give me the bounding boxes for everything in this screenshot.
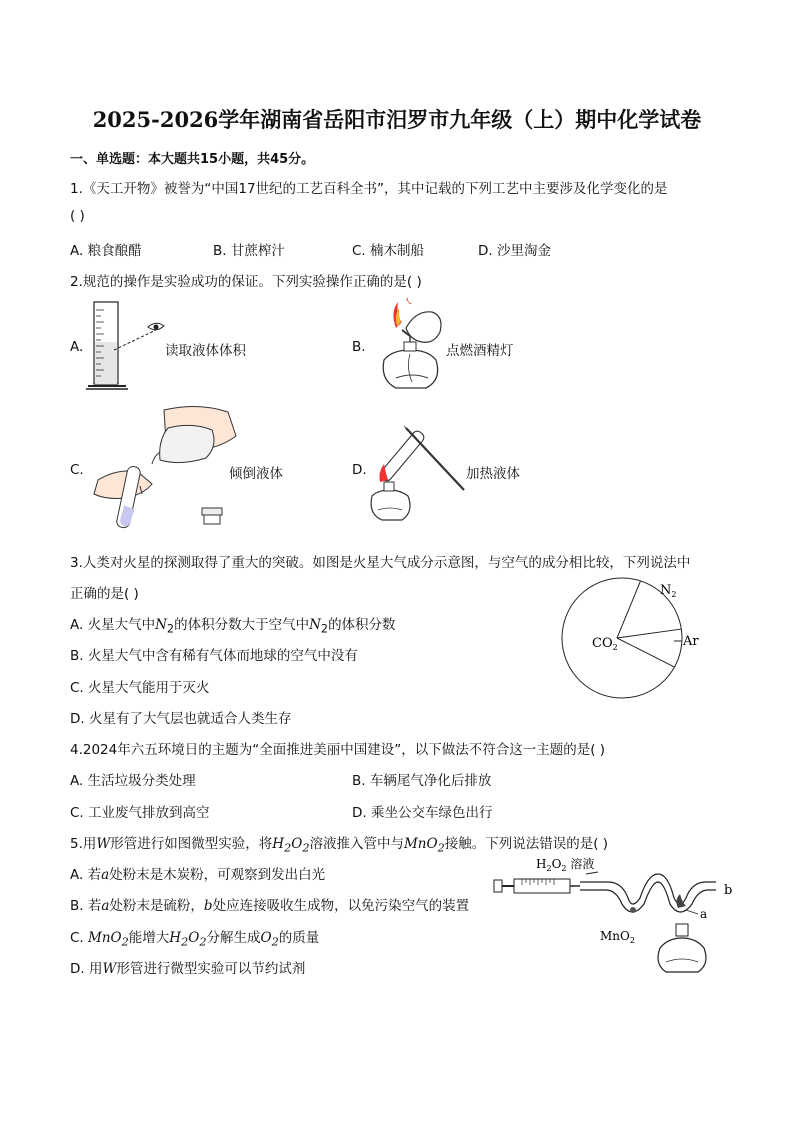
q1-option-b: B. 甘蔗榨汁	[213, 243, 285, 259]
h2o2-solution-label: $H_2O_2$ 溶液	[536, 857, 595, 873]
q2-option-c-label: 倾倒液体	[229, 466, 283, 482]
pie-slice-boundary-CO2	[617, 638, 674, 667]
q3-option-d: D. 火星有了大气层也就适合人类生存	[70, 711, 292, 727]
q5-option-d: D. 用W形管进行微型实验可以节约试剂	[70, 961, 306, 977]
graduated-cylinder-illustration	[86, 300, 166, 392]
q4-option-b: B. 车辆尾气净化后排放	[352, 773, 492, 789]
q2-option-a-label: 读取液体体积	[165, 343, 246, 359]
q3-option-b: B. 火星大气中含有稀有气体而地球的空气中没有	[70, 648, 358, 664]
n2-symbol: N	[309, 617, 321, 633]
q3-option-c: C. 火星大气能用于灭火	[70, 680, 210, 696]
q3-option-a-end: 的体积分数	[328, 617, 396, 633]
chart-label-n2: $N_2$	[660, 583, 677, 599]
q4-option-a: A. 生活垃圾分类处理	[70, 773, 196, 789]
n2-subscript: 2	[320, 622, 329, 636]
q3-option-a-text: A. 火星大气中	[70, 617, 156, 633]
q2-stem: 2.规范的操作是实验成功的保证。下列实验操作正确的是( )	[70, 274, 422, 290]
q5-option-a: A. 若a处粉末是木炭粉，可观察到发出白光	[70, 867, 326, 883]
q3-stem-line2: 正确的是( )	[70, 586, 139, 602]
w-tube-apparatus-illustration	[490, 852, 740, 976]
q5-stem-part: 接触。下列说法错误的是( )	[444, 836, 609, 852]
q5-option-b: B. 若a处粉末是硫粉，b处应连接吸收生成物，以免污染空气的装置	[70, 898, 470, 914]
h2o2-formula: $H_2O_2$	[272, 836, 310, 855]
w-symbol: W	[96, 836, 111, 852]
q1-option-c: C. 楠木制船	[352, 243, 425, 259]
q2-option-d-letter: D.	[352, 462, 367, 478]
mno2-formula: MnO$_2$	[403, 836, 445, 855]
pouring-liquid-illustration	[88, 402, 238, 532]
q2-option-b-label: 点燃酒精灯	[446, 343, 514, 359]
q5-stem-part: 形管进行如图微型实验，将	[110, 836, 273, 852]
q1-option-d: D. 沙里淘金	[478, 243, 551, 259]
q2-option-b-letter: B.	[352, 339, 366, 355]
n2-symbol: N	[155, 617, 167, 633]
q3-option-a-mid: 的体积分数大于空气中	[174, 617, 310, 633]
section-heading: 一、单选题：本大题共15小题，共45分。	[70, 152, 315, 167]
q4-option-d: D. 乘坐公交车绿色出行	[352, 805, 493, 821]
pie-slice-boundary-N2	[617, 581, 641, 638]
q5-stem-part: 5.用	[70, 836, 97, 852]
pie-slice-boundary-Ar	[617, 629, 681, 638]
q5-option-c: C. MnO$_2$能增大$H_2O_2$分解生成$O_2$的质量	[70, 930, 320, 949]
q3-option-a	[70, 613, 396, 636]
heating-liquid-illustration	[366, 424, 466, 524]
q1-answer-paren: ( )	[70, 208, 85, 224]
chart-label-ar: Ar	[683, 634, 699, 649]
q2-option-d-label: 加热液体	[466, 466, 520, 482]
q2-option-c-letter: C.	[70, 462, 84, 478]
q4-stem: 4.2024年六五环境日的主题为“全面推进美丽中国建设”，以下做法不符合这一主题的是( )	[70, 742, 606, 758]
q2-option-a-letter: A.	[70, 339, 84, 355]
alcohol-lamp-lighting-illustration	[366, 298, 452, 394]
mars-atmosphere-pie-chart	[556, 572, 716, 702]
chart-label-co2: $CO_2$	[592, 636, 618, 652]
q1-stem: 1.《天工开物》被誉为“中国17世纪的工艺百科全书”，其中记载的下列工艺中主要涉及化学变化的是	[70, 181, 668, 197]
q4-option-c: C. 工业废气排放到高空	[70, 805, 210, 821]
mno2-label: MnO$_2$	[600, 929, 635, 945]
page-title: 2025-2026学年湖南省岳阳市汨罗市九年级（上）期中化学试卷	[92, 107, 702, 132]
outlet-b-label: b	[724, 883, 733, 898]
n2-subscript: 2	[166, 622, 175, 636]
q3-stem-line1: 3.人类对火星的探测取得了重大的突破。如图是火星大气成分示意图，与空气的成分相比较，下列说法中	[70, 555, 691, 571]
q5-stem-part: 溶液推入管中与	[309, 836, 404, 852]
q1-option-a: A. 粮食酿醋	[70, 243, 142, 259]
point-a-label: a	[700, 907, 708, 921]
